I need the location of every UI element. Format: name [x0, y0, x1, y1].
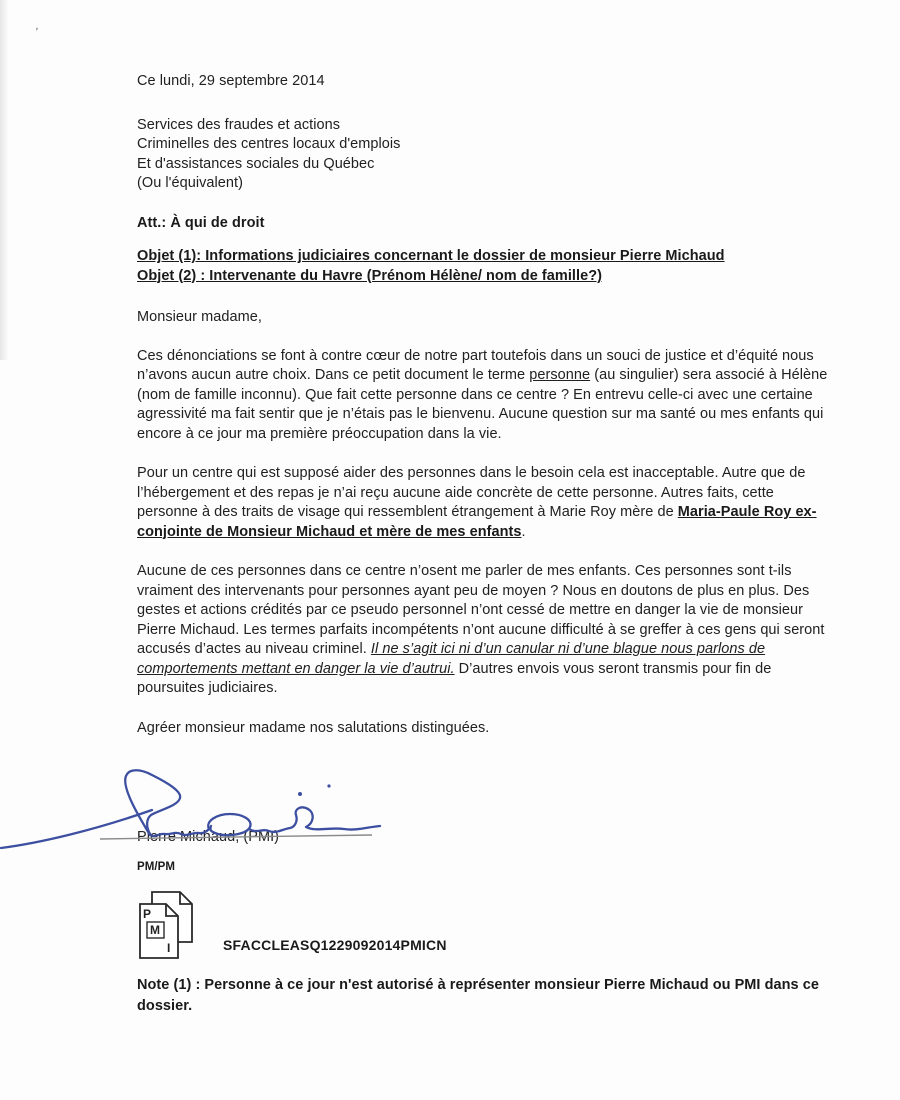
- recipient-line: Criminelles des centres locaux d'emplois: [137, 136, 401, 152]
- recipient-line: Services des fraudes et actions: [137, 116, 341, 133]
- signature-tail-stroke: [1, 810, 152, 848]
- reference-code: SFACCLEASQ1229092014PMICN: [223, 936, 447, 953]
- paragraph-3-text: D’autres envois vous seront transmis pour fin de poursuites judiciaires.: [137, 660, 772, 696]
- paragraph-2-text: .: [521, 523, 526, 540]
- paragraph-2-bold-underlined: Maria-Paule Roy ex-conjointe de Monsieur Michaud et mère de mes enfants: [137, 504, 817, 540]
- paragraph-2-text: Pour un centre qui est supposé aider des personnes dans le besoin cela est inacceptable. Autre que de l’hébergement et des repas je n’ai reçu aucune aide concrète de cette personne. Autres faits, cette personne à des traits de visage qui ressemblent étrangement à Marie Roy mère de: [137, 465, 806, 520]
- scan-edge-artifact: [0, 0, 9, 360]
- paragraph-3-italic-underlined: Il ne s’agit ici ni d’un canular ni d’une blague nous parlons de comportements mettant en danger la vie d’autrui.: [137, 641, 766, 677]
- date-line: Ce lundi, 29 septembre 2014: [137, 73, 325, 89]
- signer-name: Pierre Michaud, (PMI): [137, 829, 280, 845]
- recipient-line: (Ou l'équivalent): [137, 175, 243, 191]
- paragraph-1: [137, 347, 829, 445]
- subject-line-1: Objet (1): Informations judiciaires concernant le dossier de monsieur Pierre Michaud: [137, 248, 725, 264]
- closing-line: Agréer monsieur madame nos salutations distinguées.: [137, 719, 490, 736]
- attachment-row: [137, 893, 829, 959]
- note-line: Note (1) : Personne à ce jour n'est autorisé à représenter monsieur Pierre Michaud ou PMI dans ce dossier.: [137, 977, 819, 1014]
- paragraph-3: [137, 562, 829, 699]
- paragraph-1-text: (au singulier) sera associé à Hélène (nom de famille inconnu). Que fait cette personne dans ce centre ? En entrevu celle-ci avec une certaine agressivité ma fait sentir que je n’étais pas le bienvenu. Aucune question sur ma santé ou mes enfants qui encore à ce jour ma première préoccupation dans la vie.: [137, 367, 828, 442]
- scan-speck-artifact: ,: [34, 19, 41, 33]
- paragraph-1-text: Ces dénonciations se font à contre cœur de notre part toutefois dans un souci de justice et d’équité nous n’avons aucun autre choix. Dans ce petit document le terme: [137, 347, 814, 383]
- documents-stack-icon: [137, 891, 195, 959]
- subject-line-2: Objet (2) : Intervenante du Havre (Prénom Hélène/ nom de famille?): [137, 267, 602, 284]
- recipient-line: Et d'assistances sociales du Québec: [137, 155, 375, 172]
- paragraph-1-underlined-term: personne: [529, 367, 591, 383]
- paragraph-2: [137, 464, 829, 542]
- attention-line: Att.: À qui de droit: [137, 214, 265, 231]
- recipient-address-block: [137, 116, 829, 194]
- letter-body: [137, 72, 829, 1032]
- icon-letter-p: P: [143, 907, 152, 921]
- subject-block: [137, 247, 829, 286]
- signature-space: [137, 744, 829, 828]
- icon-letter-i: I: [167, 941, 171, 955]
- salutation: Monsieur madame,: [137, 309, 262, 325]
- icon-letter-m: M: [150, 923, 161, 937]
- typist-initials: PM/PM: [137, 860, 175, 873]
- paragraph-3-text: Aucune de ces personnes dans ce centre n’osent me parler de mes enfants. Ces personnes sont t-ils vraiment des intervenants pour personnes ayant peu de moyen ? Nous en doutons de plus en plus. Des gestes et actions crédités par ce pseudo personnel n’ont cessé de mettre en danger la vie de monsieur Pierre Michaud. Les termes parfaits incompétents n’ont aucune difficulté à se greffer à ces gens qui seront accusés d’actes au niveau criminel.: [137, 563, 825, 657]
